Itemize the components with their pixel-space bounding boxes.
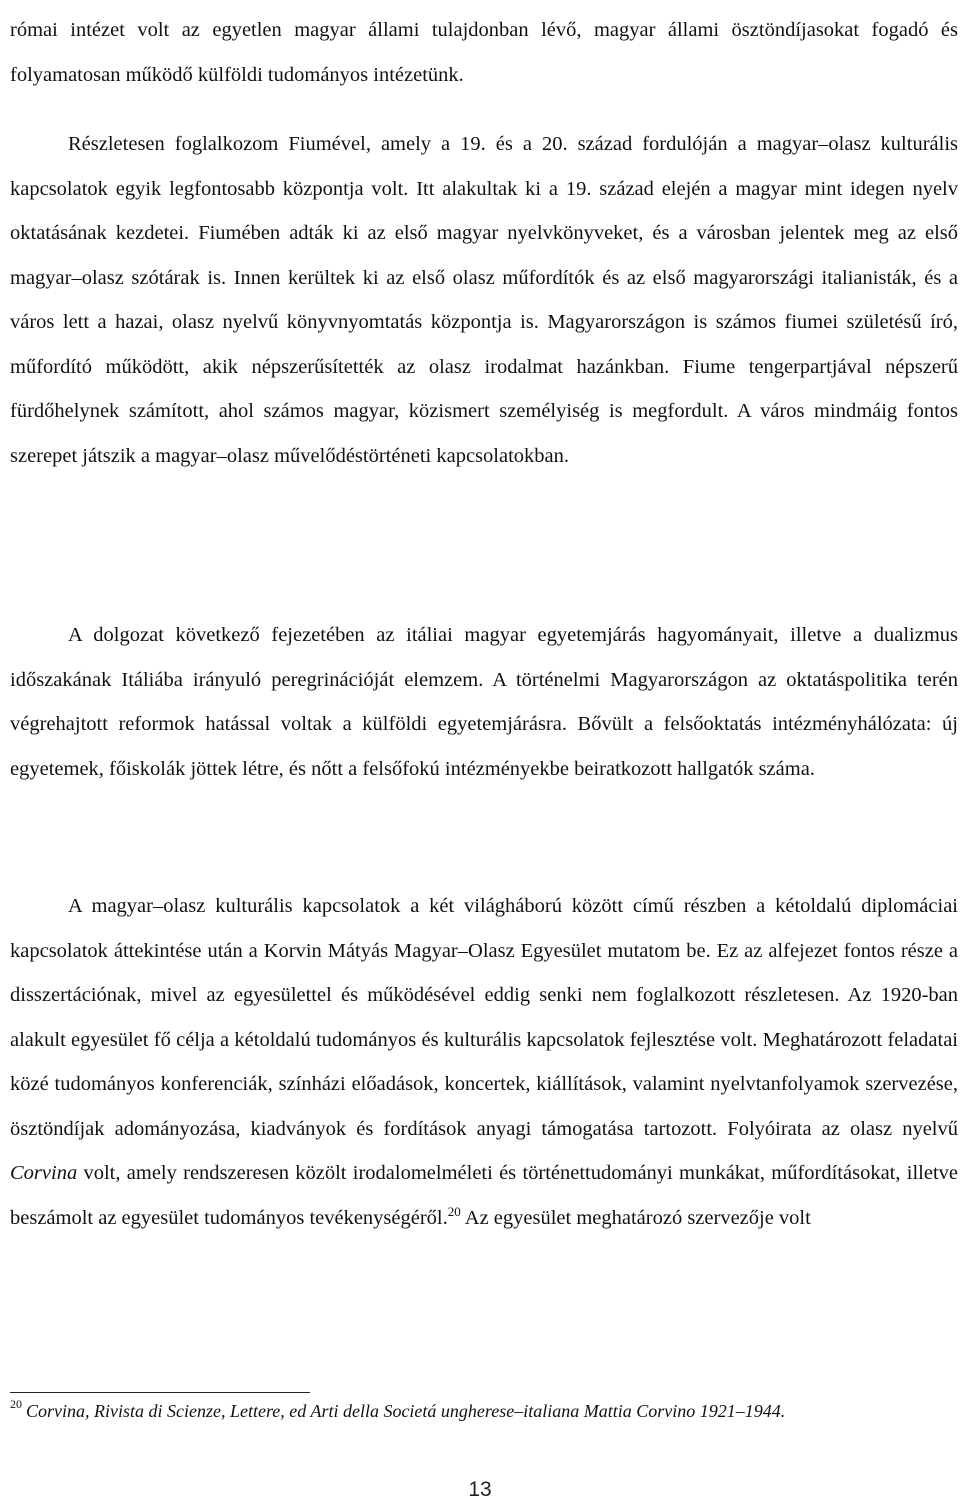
page-number: 13: [468, 1478, 492, 1501]
footnote-reference[interactable]: 20: [447, 1203, 461, 1219]
paragraph-4-text: A magyar–olasz kulturális kapcsolatok a két világháború között című részben a kétoldalú diplomáciai kapcsolatok áttekintése után a Korvin Mátyás Magyar–Olasz Egyesület mutatom be. Ez az alfejezet fontos része a disszertációnak, mivel az egyesülettel és működésével eddig senki nem foglalkozott részletesen. Az 1920-ban alakult egyesület fő célja a kétoldalú tudományos és kulturális kapcsolatok fejlesztése volt. Meghatározott feladatai közé tudományos konferenciák, színházi előadások, koncertek, kiállítások, valamint nyelvtanfolyamok szervezése, ösztöndíjak adományozása, kiadványok és fordítások anyagi támogatása tartozott. Folyóirata az olasz nyelvű: [10, 895, 958, 1140]
paragraph-4-text-end: Az egyesület meghatározó szervezője volt: [460, 1206, 811, 1229]
footnote: [10, 1397, 958, 1425]
paragraph-4: [10, 884, 958, 1240]
paragraph-1: római intézet volt az egyetlen magyar állami tulajdonban lévő, magyar állami ösztöndíjasokat fogadó és folyamatosan működő külföldi tudományos intézetünk.: [10, 19, 958, 86]
footnote-text: Corvina, Rivista di Scienze, Lettere, ed Arti della Societá ungherese–italiana Mattia Corvino 1921–1944.: [26, 1401, 786, 1421]
paragraph-3: A dolgozat következő fejezetében az itáliai magyar egyetemjárás hagyományait, illetve a dualizmus időszakának Itáliába irányuló peregrinációját elemzem. A történelmi Magyarországon az oktatáspolitika terén végrehajtott reformok hatással voltak a külföldi egyetemjárásra. Bővült a felsőoktatás intézményhálózata: új egyetemek, főiskolák jöttek létre, és nőtt a felsőfokú intézményekbe beiratkozott hallgatók száma.: [10, 624, 958, 780]
paragraph-4-text-cont: volt, amely rendszeresen közölt irodalomelméleti és történettudományi munkákat, műfordításokat, illetve beszámolt az egyesület tudományos tevékenységéről.: [10, 1162, 958, 1229]
footnote-separator: [10, 1392, 310, 1393]
footnote-number: 20: [10, 1397, 22, 1411]
paragraph-2: Részletesen foglalkozom Fiumével, amely a 19. és a 20. század fordulóján a magyar–olasz kulturális kapcsolatok egyik legfontosabb központja volt. Itt alakultak ki a 19. század elején a magyar mint idegen nyelv oktatásának kezdetei. Fiumében adták ki az első magyar nyelvkönyveket, és a városban jelentek meg az első magyar–olasz szótárak is. Innen kerültek ki az első olasz műfordítók és az első magyarországi italianisták, és a város lett a hazai, olasz nyelvű könyvnyomtatás központja is. Magyarországon is számos fiumei születésű író, műfordító működött, akik népszerűsítették az olasz irodalmat hazánkban. Fiume tengerpartjával népszerű fürdőhelynek számított, ahol számos magyar, közismert személyiség is megfordult. A város mindmáig fontos szerepet játszik a magyar–olasz művelődéstörténeti kapcsolatokban.: [10, 133, 958, 467]
journal-title: Corvina: [10, 1162, 78, 1184]
